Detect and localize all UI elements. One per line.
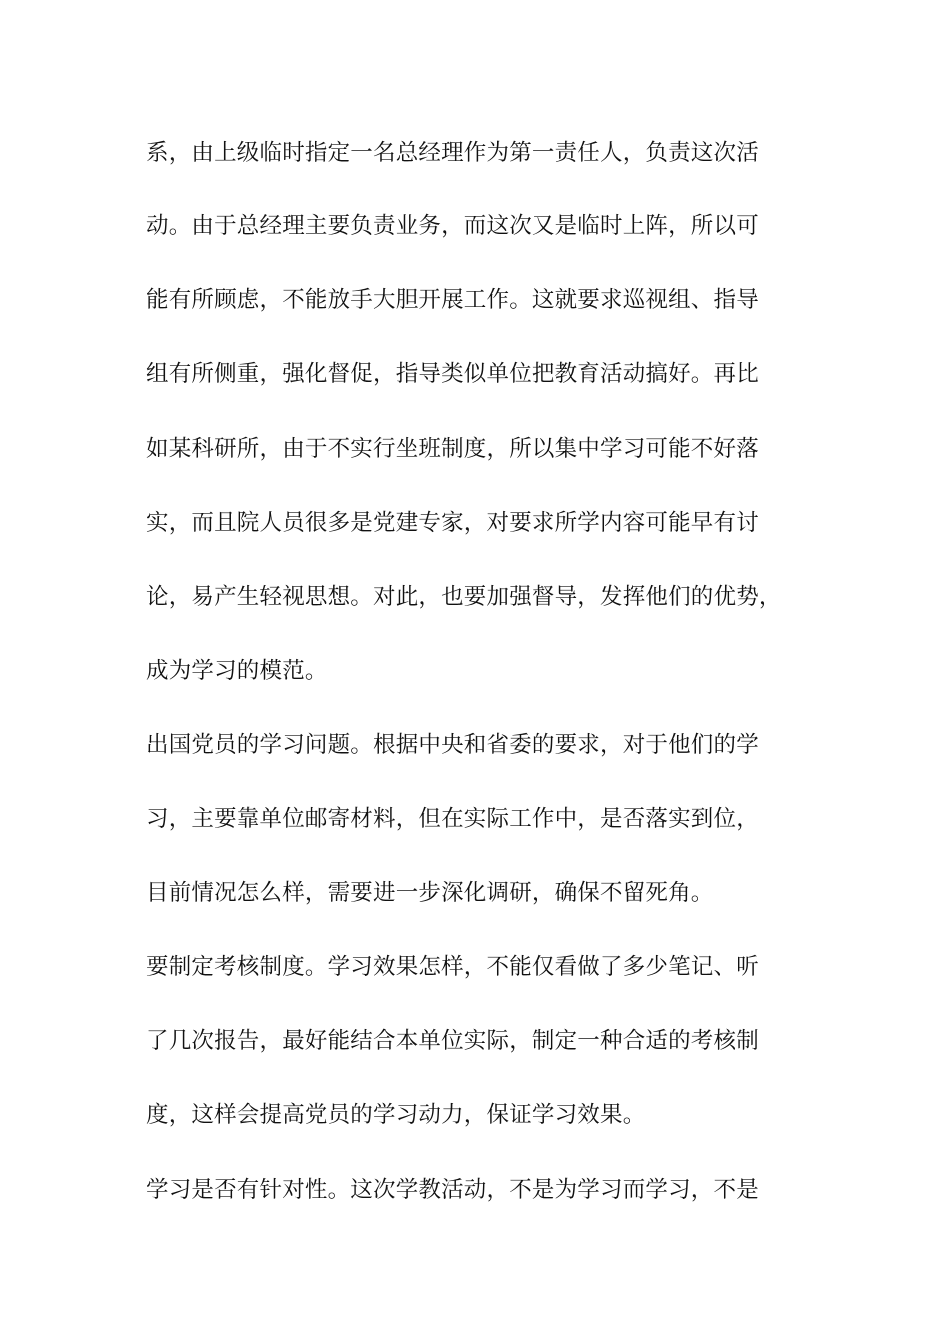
text-line-8: 成为学习的模范。 bbox=[146, 658, 328, 684]
text-line-9: 出国党员的学习问题。根据中央和省委的要求，对于他们的学 bbox=[146, 732, 759, 758]
text-line-7: 论，易产生轻视思想。对此，也要加强督导，发挥他们的优势， bbox=[146, 584, 782, 610]
text-line-2: 动。由于总经理主要负责业务，而这次又是临时上阵，所以可 bbox=[146, 213, 759, 239]
text-line-3: 能有所顾虑，不能放手大胆开展工作。这就要求巡视组、指导 bbox=[146, 287, 759, 313]
text-line-15: 学习是否有针对性。这次学教活动，不是为学习而学习，不是 bbox=[146, 1177, 759, 1203]
text-line-1: 系，由上级临时指定一名总经理作为第一责任人，负责这次活 bbox=[146, 140, 759, 166]
text-line-4: 组有所侧重，强化督促，指导类似单位把教育活动搞好。再比 bbox=[146, 361, 759, 387]
text-line-12: 要制定考核制度。学习效果怎样，不能仅看做了多少笔记、听 bbox=[146, 954, 759, 980]
text-line-13: 了几次报告，最好能结合本单位实际，制定一种合适的考核制 bbox=[146, 1028, 759, 1054]
text-line-11: 目前情况怎么样，需要进一步深化调研，确保不留死角。 bbox=[146, 880, 714, 906]
text-line-10: 习，主要靠单位邮寄材料，但在实际工作中，是否落实到位， bbox=[146, 806, 759, 832]
text-line-14: 度，这样会提高党员的学习动力，保证学习效果。 bbox=[146, 1102, 646, 1128]
text-line-6: 实，而且院人员很多是党建专家，对要求所学内容可能早有讨 bbox=[146, 510, 759, 536]
text-line-5: 如某科研所，由于不实行坐班制度，所以集中学习可能不好落 bbox=[146, 436, 759, 462]
